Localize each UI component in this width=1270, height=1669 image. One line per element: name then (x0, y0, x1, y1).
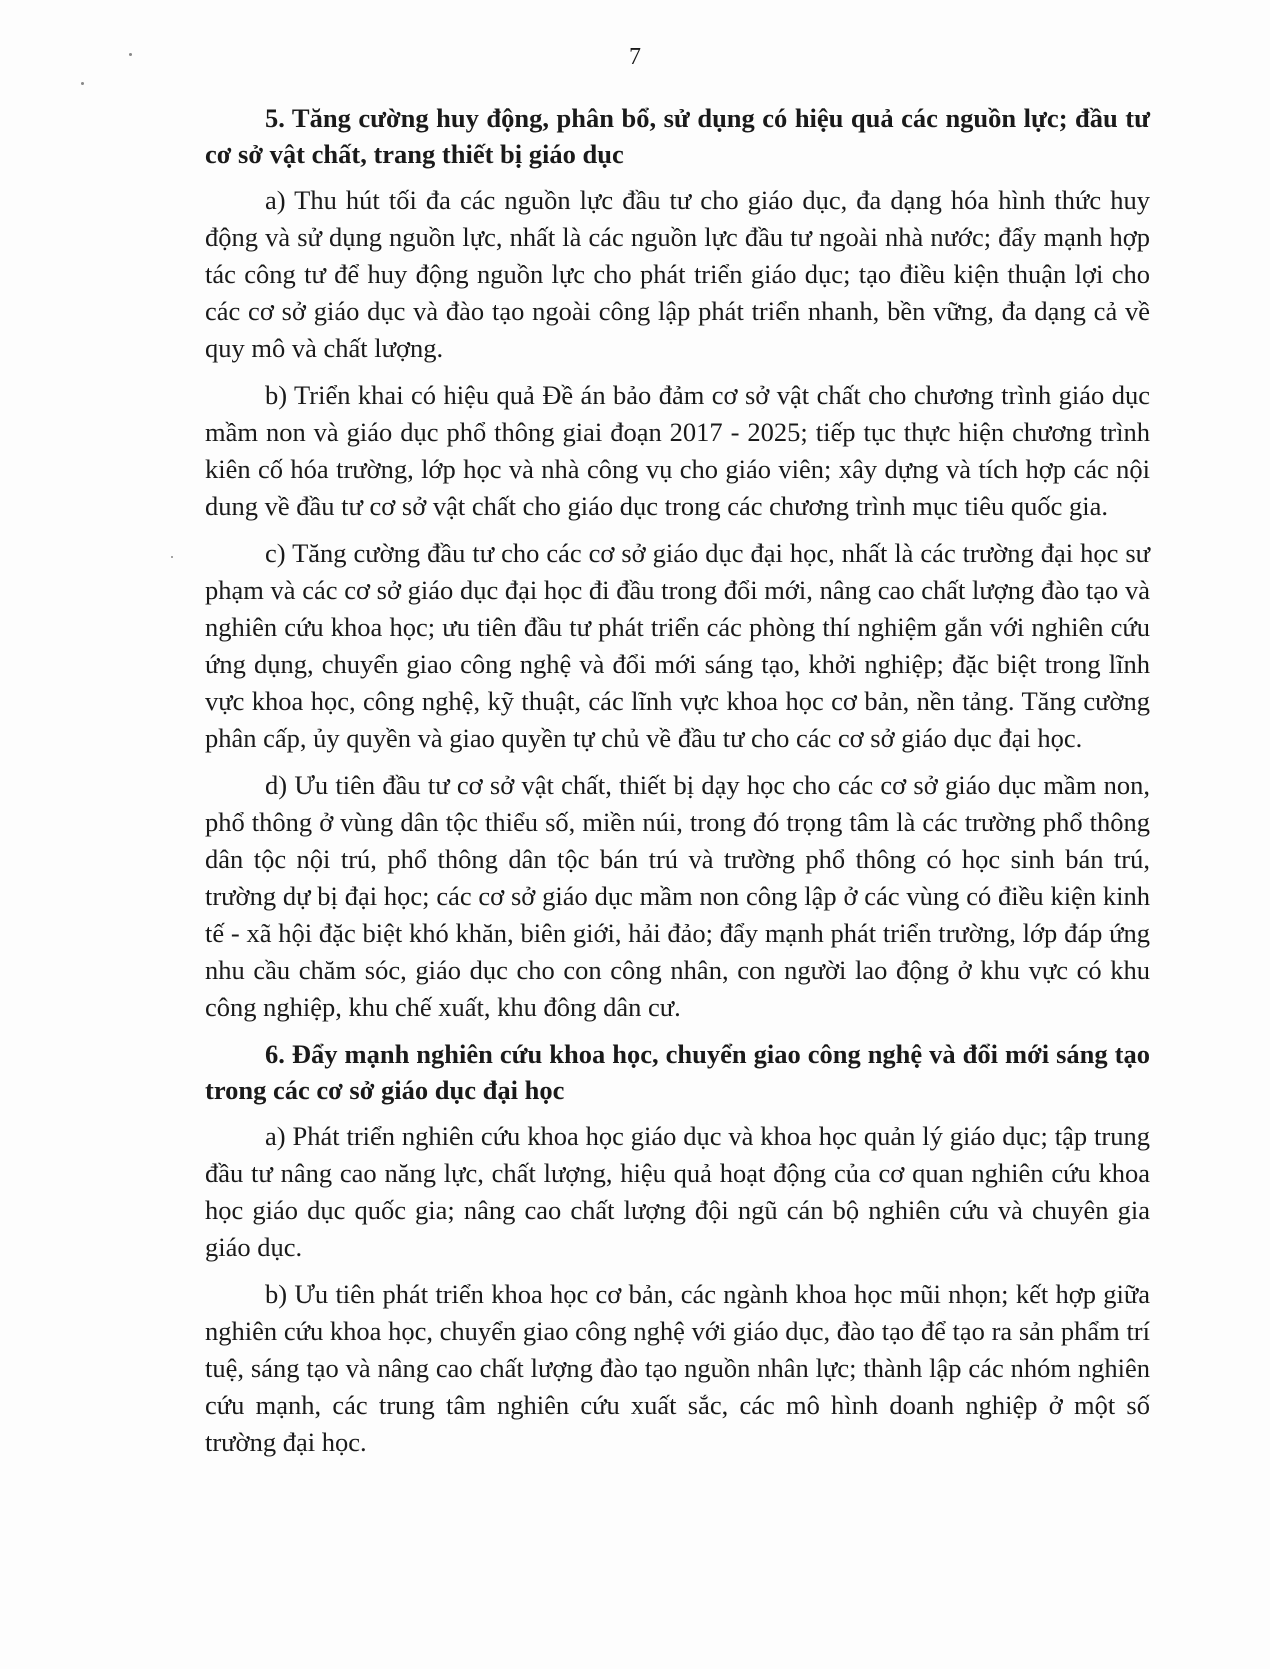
paragraph-5d: d) Ưu tiên đầu tư cơ sở vật chất, thiết bị dạy học cho các cơ sở giáo dục mầm non, phổ thông ở vùng dân tộc thiểu số, miền núi, trong đó trọng tâm là các trường phổ thông dân tộc nội trú, phổ thông dân tộc bán trú và trường phổ thông có học sinh bán trú, trường dự bị đại học; các cơ sở giáo dục mầm non công lập ở các vùng có điều kiện kinh tế - xã hội đặc biệt khó khăn, biên giới, hải đảo; đẩy mạnh phát triển trường, lớp đáp ứng nhu cầu chăm sóc, giáo dục cho con công nhân, con người lao động ở khu vực có khu công nghiệp, khu chế xuất, khu đông dân cư. (205, 770, 1150, 1022)
paragraph-5a: a) Thu hút tối đa các nguồn lực đầu tư cho giáo dục, đa dạng hóa hình thức huy động và sử dụng nguồn lực, nhất là các nguồn lực đầu tư ngoài nhà nước; đẩy mạnh hợp tác công tư để huy động nguồn lực cho phát triển giáo dục; tạo điều kiện thuận lợi cho các cơ sở giáo dục và đào tạo ngoài công lập phát triển nhanh, bền vững, đa dạng cả về quy mô và chất lượng. (205, 185, 1150, 363)
scan-artifact (81, 82, 84, 85)
section-5 (205, 100, 1150, 1026)
paragraph-5b: b) Triển khai có hiệu quả Đề án bảo đảm cơ sở vật chất cho chương trình giáo dục mầm non và giáo dục phổ thông giai đoạn 2017 - 2025; tiếp tục thực hiện chương trình kiên cố hóa trường, lớp học và nhà công vụ cho giáo viên; xây dựng và tích hợp các nội dung về đầu tư cơ sở vật chất cho giáo dục trong các chương trình mục tiêu quốc gia. (205, 380, 1150, 521)
paragraph-5c: c) Tăng cường đầu tư cho các cơ sở giáo dục đại học, nhất là các trường đại học sư phạm và các cơ sở giáo dục đại học đi đầu trong đổi mới, nâng cao chất lượng đào tạo và nghiên cứu khoa học; ưu tiên đầu tư phát triển các phòng thí nghiệm gắn với nghiên cứu ứng dụng, chuyển giao công nghệ và đổi mới sáng tạo, khởi nghiệp; đặc biệt trong lĩnh vực khoa học, công nghệ, kỹ thuật, các lĩnh vực khoa học cơ bản, nền tảng. Tăng cường phân cấp, ủy quyền và giao quyền tự chủ về đầu tư cho các cơ sở giáo dục đại học. (205, 538, 1150, 753)
paragraph-6b: b) Ưu tiên phát triển khoa học cơ bản, các ngành khoa học mũi nhọn; kết hợp giữa nghiên cứu khoa học, chuyển giao công nghệ với giáo dục, đào tạo để tạo ra sản phẩm trí tuệ, sáng tạo và nâng cao chất lượng đào tạo nguồn nhân lực; thành lập các nhóm nghiên cứu mạnh, các trung tâm nghiên cứu xuất sắc, các mô hình doanh nghiệp ở một số trường đại học. (205, 1279, 1150, 1457)
section-heading: 5. Tăng cường huy động, phân bổ, sử dụng có hiệu quả các nguồn lực; đầu tư cơ sở vật chất, trang thiết bị giáo dục (205, 103, 1150, 169)
page-number: 7 (629, 44, 641, 70)
section-6 (205, 1036, 1150, 1461)
paragraph-6a: a) Phát triển nghiên cứu khoa học giáo dục và khoa học quản lý giáo dục; tập trung đầu tư nâng cao năng lực, chất lượng, hiệu quả hoạt động của cơ quan nghiên cứu khoa học giáo dục quốc gia; nâng cao chất lượng đội ngũ cán bộ nghiên cứu và chuyên gia giáo dục. (205, 1121, 1150, 1262)
document-body (205, 100, 1150, 1471)
section-heading: 6. Đẩy mạnh nghiên cứu khoa học, chuyển giao công nghệ và đổi mới sáng tạo trong các cơ sở giáo dục đại học (205, 1039, 1150, 1105)
scan-artifact (171, 556, 173, 558)
